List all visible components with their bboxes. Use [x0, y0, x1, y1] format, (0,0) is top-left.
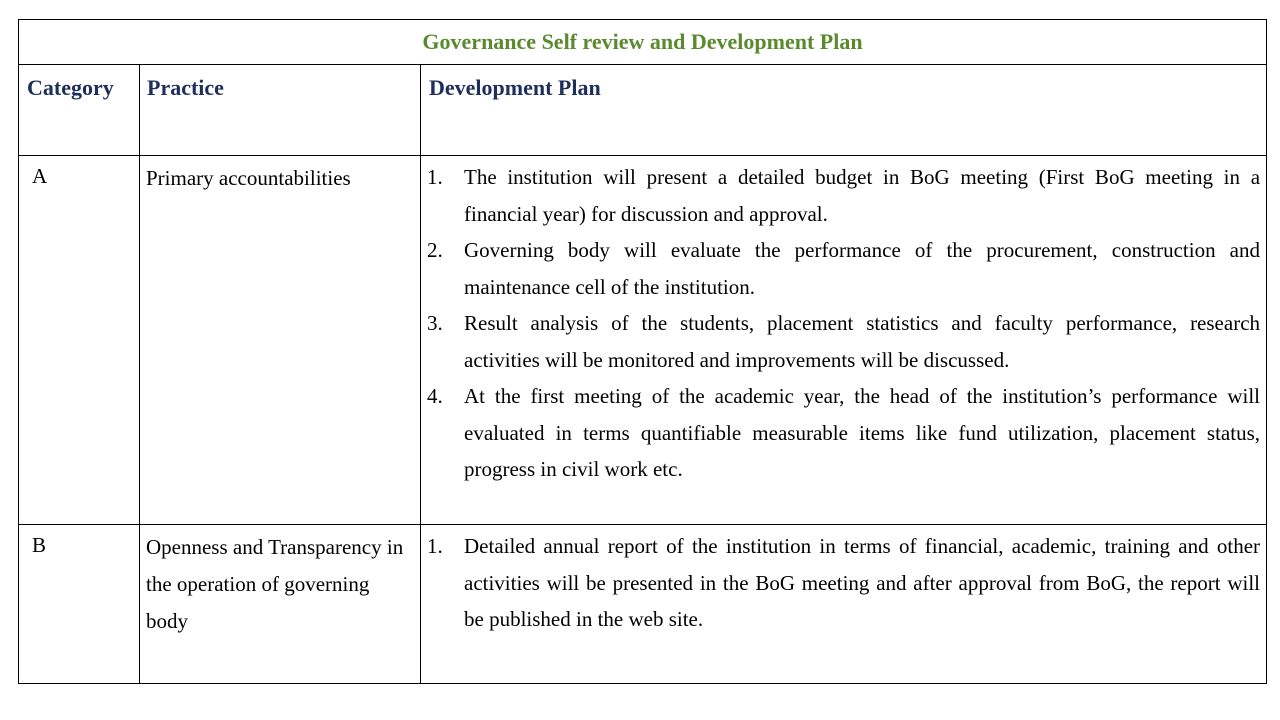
list-item: [427, 528, 1260, 638]
header-practice: [140, 65, 421, 156]
list-item: [427, 159, 1260, 232]
plan-cell: [421, 525, 1267, 684]
practice-cell: [140, 156, 421, 525]
category-cell: B: [19, 525, 140, 684]
table-title: Governance Self review and Development Plan: [19, 20, 1267, 65]
header-plan: [421, 65, 1267, 156]
governance-table: [18, 19, 1267, 684]
list-item: [427, 378, 1260, 488]
table-row: [19, 156, 1267, 525]
list-item-text: At the first meeting of the academic year, the head of the institution’s performance will evaluated in terms quantifiable measurable items like fund utilization, placement status, progress in civil work etc.: [464, 384, 1261, 481]
list-item-text: The institution will present a detailed budget in BoG meeting (First BoG meeting in a financial year) for discussion and approval.: [464, 165, 1261, 226]
header-category-label: Category: [27, 75, 114, 100]
plan-list: [427, 528, 1260, 638]
list-item-number: 2.: [427, 238, 443, 262]
list-item: [427, 305, 1260, 378]
list-item: [427, 232, 1260, 305]
header-practice-label: Practice: [147, 75, 224, 100]
list-item-number: 1.: [427, 534, 443, 558]
practice-cell: [140, 525, 421, 684]
header-row: [19, 65, 1267, 156]
list-item-number: 3.: [427, 311, 443, 335]
plan-list: [427, 159, 1260, 488]
table-row: [19, 525, 1267, 684]
title-row: [19, 20, 1267, 65]
list-item-text: Result analysis of the students, placement statistics and faculty performance, research activities will be monitored and improvements will be discussed.: [464, 311, 1261, 372]
list-item-number: 4.: [427, 384, 443, 408]
practice-text: Openness and Transparency in the operation of governing body: [146, 535, 404, 633]
list-item-number: 1.: [427, 165, 443, 189]
list-item-text: Detailed annual report of the institution in terms of financial, academic, training and other activities will be presented in the BoG meeting and after approval from BoG, the report will be published in the web site.: [464, 534, 1261, 631]
header-plan-label: Development Plan: [429, 75, 601, 100]
governance-table-wrapper: [18, 19, 1266, 684]
practice-text: Primary accountabilities: [146, 166, 351, 190]
header-category: [19, 65, 140, 156]
category-cell: A: [19, 156, 140, 525]
list-item-text: Governing body will evaluate the performance of the procurement, construction and maintenance cell of the institution.: [464, 238, 1261, 299]
plan-cell: [421, 156, 1267, 525]
